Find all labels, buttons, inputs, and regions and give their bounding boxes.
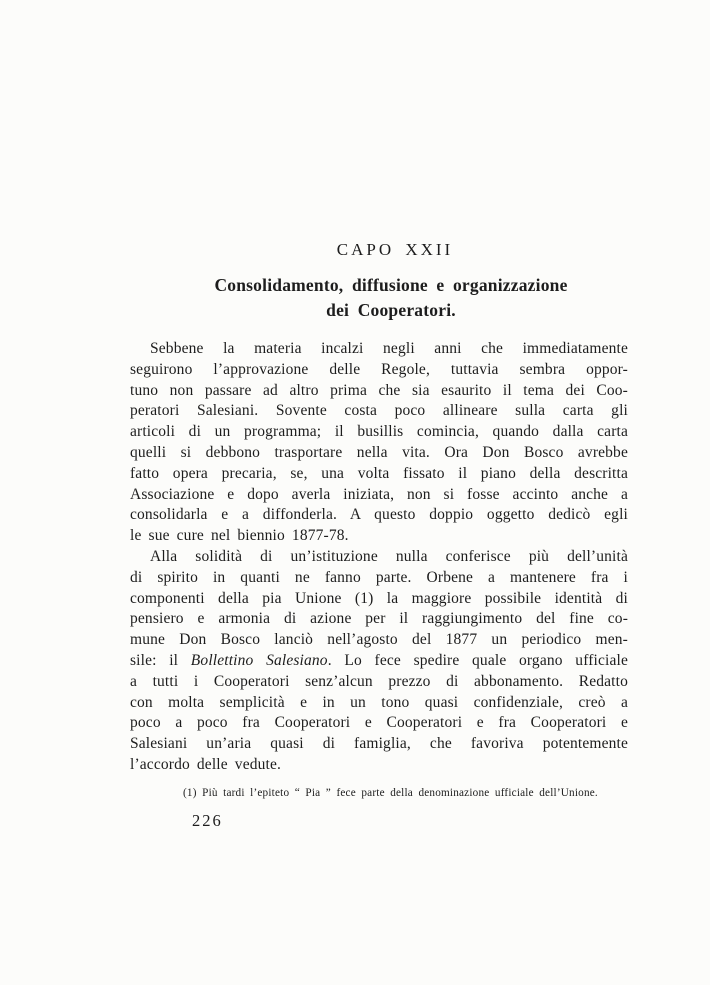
text-line: tuno non passare ad altro prima che sia esaurito il tema dei Coo- (130, 381, 628, 399)
text-line: mune Don Bosco lanciò nell’agosto del 1877 un periodico men- (130, 631, 628, 649)
chapter-title (142, 273, 640, 322)
text-line: poco a poco fra Cooperatori e Cooperatori e fra Cooperatori e (130, 714, 628, 732)
chapter-title-line-2: dei Cooperatori. (326, 299, 456, 320)
text-line: Alla solidità di un’istituzione nulla conferisce più dell’unità (150, 547, 628, 565)
chapter-label: CAPO XXII (336, 240, 454, 259)
text-line: seguirono l’approvazione delle Regole, tuttavia sembra oppor- (130, 360, 628, 378)
text-line: l’accordo delle vedute. (130, 755, 282, 773)
text-line: pensiero e armonia di azione per il raggiungimento del fine co- (130, 610, 628, 628)
text-line: fatto opera precaria, se, una volta fissato il piano della descritta (130, 464, 628, 482)
chapter-title-line-1: Consolidamento, diffusione e organizzazione (214, 275, 568, 295)
text-line: Associazione e dopo averla iniziata, non si fosse accinto anche a (130, 485, 628, 503)
text-line: di spirito in quanti ne fanno parte. Orbene a mantenere fra i (130, 568, 628, 586)
text-line: articoli di un programma; il busillis comincia, quando dalla carta (130, 423, 628, 441)
text-line: Sebbene la materia incalzi negli anni che immediatamente (150, 340, 628, 357)
text-line: con molta semplicità e in un tono quasi confidenziale, creò a (130, 693, 628, 711)
text-line: quelli si debbono trasportare nella vita. Ora Don Bosco avrebbe (130, 443, 628, 461)
text-line: peratori Salesiani. Sovente costa poco allineare sulla carta gli (130, 402, 628, 420)
text-line: le sue cure nel biennio 1877-78. (130, 527, 349, 545)
footnote: (1) Più tardi l’epiteto “ Pia ” fece parte della denominazione ufficiale dell’Unione. (183, 787, 598, 799)
text-line: a tutti i Cooperatori senz’alcun prezzo di abbonamento. Redatto (130, 672, 628, 690)
text-line: Salesiani un’aria quasi di famiglia, che favoriva potentemente (130, 735, 628, 753)
body-text (130, 339, 628, 776)
page-number: 226 (192, 811, 223, 830)
text-line: consolidarla e a diffonderla. A questo doppio oggetto dedicò egli (130, 506, 628, 524)
text-line: componenti della pia Unione (1) la maggiore possibile identità di (130, 589, 628, 607)
text-line: sile: il Bollettino Salesiano. Lo fece spedire quale organo ufficiale (130, 651, 629, 669)
